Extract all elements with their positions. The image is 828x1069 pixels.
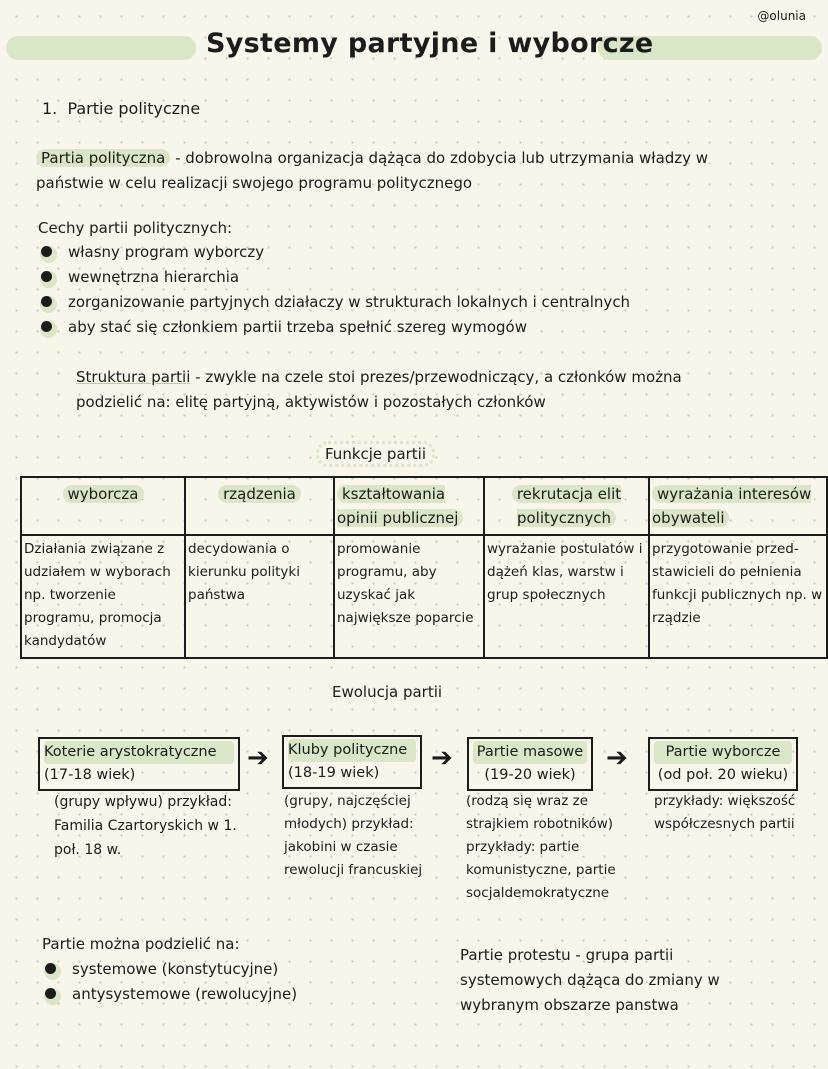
- stage-note: przykłady: większość współczesnych partii: [654, 793, 796, 832]
- stage-name: Partie masowe: [473, 741, 587, 764]
- table-cell: Działania związane z udziałem w wyborach np. tworzenie programu, promocja kandydatów: [21, 535, 185, 658]
- stage-note: (grupy, najczęściej młodych) przykład: jakobini w czasie rewolucji francuskiej: [284, 793, 423, 878]
- table-header: wyborcza: [21, 477, 185, 535]
- definition-text: - dobrowolna organizacja dążąca do zdobycia lub utrzymania władzy w państwie w celu realizacji swojego programu politycznego: [36, 149, 709, 192]
- stage-box: [282, 735, 422, 789]
- table-cell: przygotowanie przed-stawicieli do pełnienia funkcji publicznych np. w rządzie: [649, 535, 827, 658]
- section-heading: [42, 99, 200, 118]
- list-item: wewnętrzna hierarchia: [38, 265, 630, 290]
- features-heading: Cechy partii politycznych:: [38, 219, 233, 237]
- stage-period: (19-20 wiek): [484, 767, 576, 783]
- evolution-heading: Ewolucja partii: [332, 683, 443, 701]
- features-list: [38, 240, 630, 340]
- stage-period: (18-19 wiek): [288, 765, 380, 781]
- table-header: rządzenia: [185, 477, 334, 535]
- stage-period: (od poł. 20 wieku): [657, 767, 789, 783]
- functions-table: [20, 476, 828, 659]
- list-item: antysystemowe (rewolucyjne): [42, 982, 297, 1007]
- table-cell: promowanie programu, aby uzyskać jak największe poparcie: [334, 535, 484, 658]
- structure-note: [76, 365, 716, 415]
- arrow-icon: ➔: [247, 743, 269, 773]
- list-item: systemowe (konstytucyjne): [42, 957, 297, 982]
- title-decoration-left: [6, 36, 196, 60]
- list-item: aby stać się członkiem partii trzeba spełnić szereg wymogów: [38, 315, 630, 340]
- arrow-icon: ➔: [606, 743, 628, 773]
- division-heading: Partie można podzielić na:: [42, 935, 240, 953]
- page-title: Systemy partyjne i wyborcze: [206, 28, 654, 59]
- arrow-icon: ➔: [431, 743, 453, 773]
- table-cell: wyrażanie postulatów i dążeń klas, warstw i grup społecznych: [484, 535, 649, 658]
- protest-note: Partie protestu - grupa partii systemowych dążąca do zmiany w wybranym obszarze panstwa: [460, 946, 720, 1014]
- list-item: własny program wyborczy: [38, 240, 630, 265]
- section-number: 1.: [42, 99, 58, 118]
- stage-period: (17-18 wiek): [44, 767, 136, 783]
- author-tag: @olunia: [757, 9, 806, 23]
- definition-term: Partia polityczna: [36, 149, 170, 167]
- stage-note: (rodzą się wraz ze strajkiem robotników) przykłady: partie komunistyczne, partie socjaldemokratyczne: [466, 793, 616, 901]
- stage-name: Partie wyborcze: [654, 741, 792, 764]
- division-list: [42, 957, 297, 1007]
- section-title: Partie polityczne: [67, 99, 201, 118]
- definition: [36, 146, 776, 196]
- stage-name: Koterie arystokratyczne: [44, 741, 234, 764]
- table-header: wyrażania interesów obywateli: [649, 477, 827, 535]
- table-cell: decydowania o kierunku polityki państwa: [185, 535, 334, 658]
- table-header: kształtowania opinii publicznej: [334, 477, 484, 535]
- list-item: zorganizowanie partyjnych działaczy w strukturach lokalnych i centralnych: [38, 290, 630, 315]
- stage-box: [38, 737, 240, 791]
- table-row: [21, 535, 827, 658]
- structure-term: Struktura partii: [76, 368, 191, 386]
- stage-note: (grupy wpływu) przykład: Familia Czartoryskich w 1. poł. 18 w.: [54, 794, 237, 858]
- functions-heading: Funkcje partii: [316, 441, 435, 467]
- table-header: rekrutacja elit politycznych: [484, 477, 649, 535]
- table-header-row: [21, 477, 827, 535]
- stage-box: [648, 737, 798, 791]
- stage-box: [467, 737, 593, 791]
- stage-name: Kluby polityczne: [288, 739, 416, 762]
- structure-text: - zwykle na czele stoi prezes/przewodniczący, a członków można podzielić na: elitę partyjną, aktywistów i pozostałych członków: [76, 368, 682, 411]
